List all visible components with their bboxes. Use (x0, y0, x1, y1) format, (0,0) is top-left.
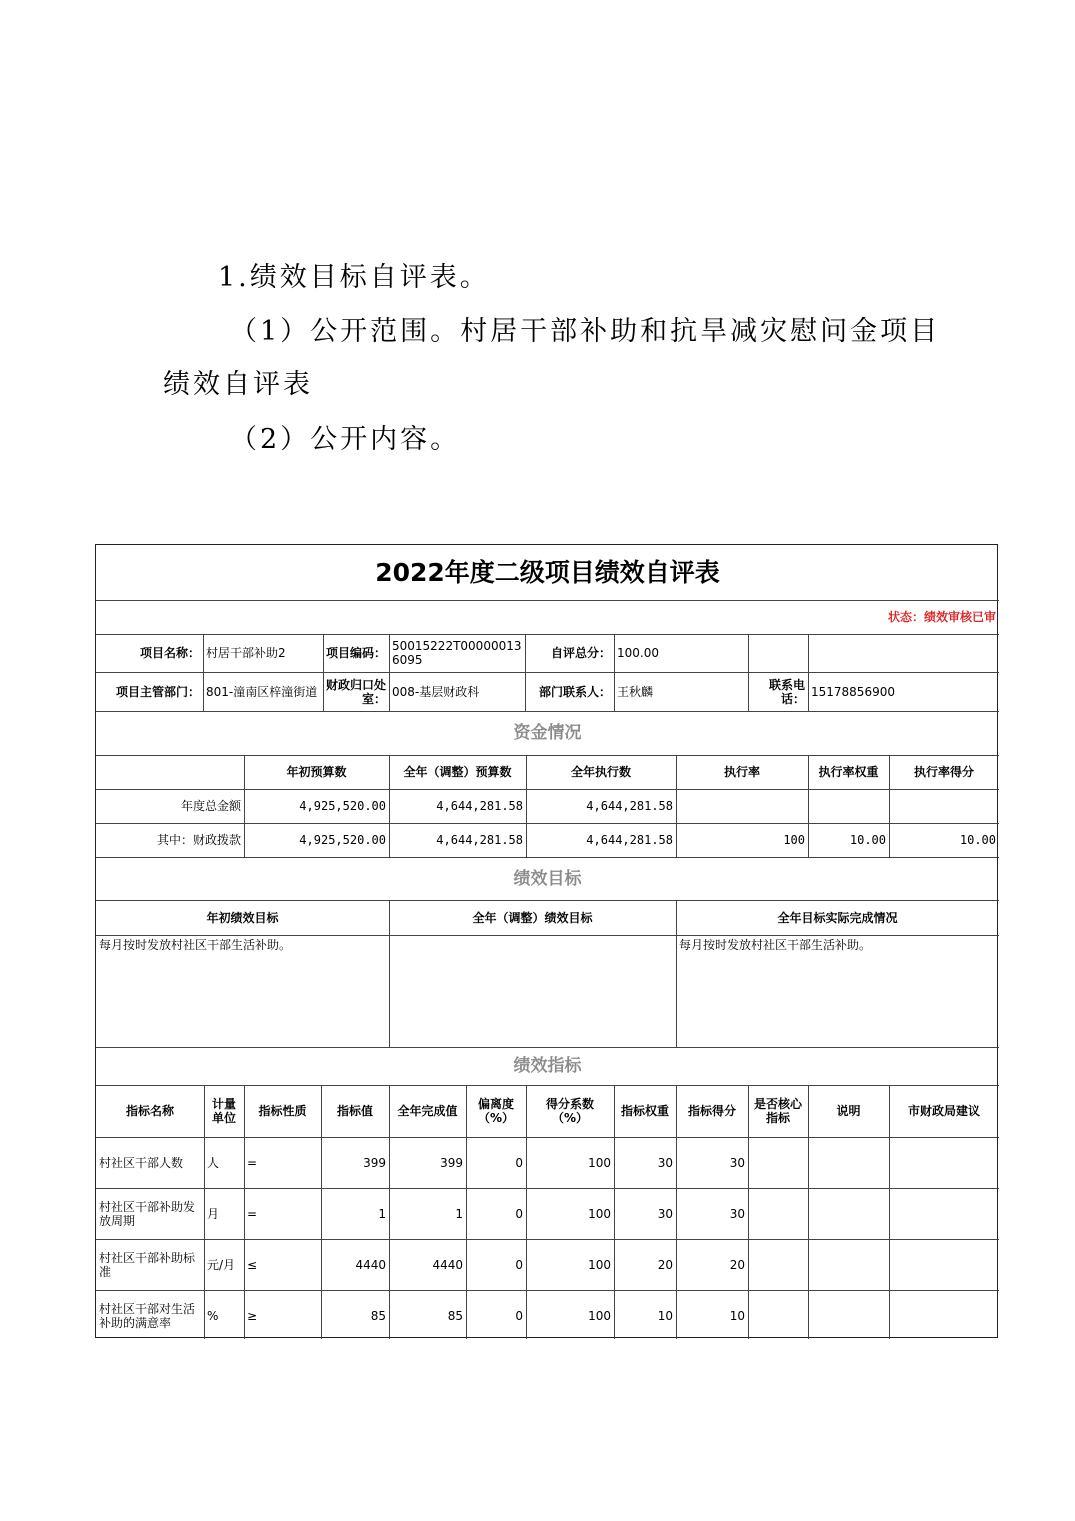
paragraph-content: （2）公开内容。 (230, 424, 461, 455)
funds-cell: 100 (783, 833, 805, 847)
funds-header: 年初预算数 (286, 765, 347, 779)
status-badge: 状态：绩效审核已审 (887, 610, 996, 624)
indicator-cell-weight: 30 (657, 1206, 673, 1221)
indicator-cell-note (808, 1290, 889, 1341)
funds-header: 全年（调整）预算数 (403, 765, 512, 779)
indicator-cell-weight: 30 (657, 1155, 673, 1170)
indicator-cell-name: 村社区干部人数 (99, 1155, 184, 1170)
indicator-cell-deviation: 0 (515, 1257, 523, 1272)
dept-label: 项目主管部门： (115, 684, 200, 699)
indicator-cell-note (808, 1239, 889, 1290)
goal-actual: 每月按时发放村社区干部生活补助。 (679, 938, 872, 952)
indicator-header: 计量单位 (212, 1097, 237, 1125)
phone-label: 联系电话： (768, 677, 805, 706)
indicator-cell-nature: = (247, 1155, 258, 1170)
heading-self-eval-table: 1.绩效目标自评表。 (218, 262, 490, 293)
indicator-cell-score: 30 (729, 1206, 745, 1221)
funds-cell: 4,644,281.58 (436, 799, 523, 813)
indicator-cell-weight: 10 (657, 1308, 673, 1323)
performance-self-eval-table (95, 544, 998, 1338)
section-indicators: 绩效指标 (513, 1056, 582, 1076)
indicator-cell-unit: % (207, 1308, 219, 1323)
funds-header: 执行率权重 (818, 765, 879, 779)
funds-header: 执行率得分 (913, 765, 974, 779)
paragraph-scope-continued: 绩效自评表 (163, 369, 313, 400)
indicator-cell-score: 30 (729, 1155, 745, 1170)
indicator-cell-core (748, 1188, 808, 1239)
goals-header: 全年目标实际完成情况 (777, 910, 898, 925)
indicator-cell-deviation: 0 (515, 1206, 523, 1221)
indicator-header: 指标权重 (620, 1104, 669, 1118)
funds-cell: 10.00 (959, 833, 996, 847)
indicator-cell-nature: = (247, 1206, 258, 1221)
indicator-cell-unit: 人 (207, 1155, 220, 1170)
indicator-cell-note (808, 1188, 889, 1239)
finance-office-label: 财政归口处室： (325, 677, 386, 706)
indicator-cell-nature: ≥ (247, 1308, 258, 1323)
indicator-cell-advice (889, 1239, 999, 1290)
indicator-cell-core (748, 1239, 808, 1290)
indicator-cell-score: 20 (729, 1257, 745, 1272)
indicator-cell-note (808, 1137, 889, 1188)
table-title: 2022年度二级项目绩效自评表 (375, 557, 720, 587)
indicator-cell-value: 85 (370, 1308, 386, 1323)
finance-office-value: 008-基层财政科 (392, 684, 480, 699)
funds-cell: 4,644,281.58 (586, 799, 673, 813)
phone-value: 15178856900 (811, 684, 895, 699)
goal-adjusted (389, 935, 676, 1047)
indicator-cell-deviation: 0 (515, 1308, 523, 1323)
indicator-header: 说明 (836, 1104, 861, 1118)
indicator-cell-core (748, 1137, 808, 1188)
indicator-header: 全年完成值 (397, 1104, 458, 1118)
indicator-cell-advice (889, 1137, 999, 1188)
project-name-label: 项目名称： (139, 646, 200, 660)
indicator-cell-advice (889, 1188, 999, 1239)
indicator-cell-done: 1 (455, 1206, 463, 1221)
indicator-cell-value: 4440 (355, 1257, 386, 1272)
indicator-header: 是否核心指标 (753, 1097, 802, 1125)
dept-value: 801-潼南区梓潼街道 (206, 684, 318, 699)
goals-header: 全年（调整）绩效目标 (472, 910, 593, 925)
indicator-header: 偏离度（%） (477, 1097, 515, 1125)
indicator-header: 得分系数（%） (545, 1097, 594, 1125)
indicator-cell-unit: 月 (207, 1206, 220, 1221)
indicator-cell-unit: 元/月 (207, 1257, 236, 1272)
indicator-header: 指标名称 (125, 1104, 174, 1118)
indicator-cell-coef: 100 (588, 1308, 611, 1323)
indicator-cell-value: 1 (378, 1206, 386, 1221)
indicator-header: 指标得分 (687, 1104, 736, 1118)
indicator-cell-done: 4440 (432, 1257, 463, 1272)
funds-cell: 4,644,281.58 (586, 833, 673, 847)
indicator-cell-nature: ≤ (247, 1257, 258, 1272)
project-code-value: 50015222T000000136095 (392, 639, 522, 667)
funds-row-label: 年度总金额 (180, 799, 241, 813)
funds-header: 执行率 (723, 765, 760, 779)
indicator-cell-done: 399 (440, 1155, 463, 1170)
funds-row-label: 其中：财政拨款 (156, 833, 241, 847)
funds-cell: 10.00 (849, 833, 886, 847)
indicator-cell-name: 村社区干部补助发放周期 (99, 1199, 196, 1228)
indicator-cell-advice (889, 1290, 999, 1341)
indicator-cell-coef: 100 (588, 1155, 611, 1170)
self-score-value: 100.00 (617, 646, 659, 660)
indicator-cell-score: 10 (729, 1308, 745, 1323)
funds-cell: 4,925,520.00 (299, 833, 386, 847)
indicator-cell-weight: 20 (657, 1257, 673, 1272)
self-score-label: 自评总分： (550, 646, 611, 660)
indicator-cell-name: 村社区干部对生活补助的满意率 (99, 1301, 196, 1330)
project-name-value: 村居干部补助2 (206, 646, 286, 660)
indicator-cell-value: 399 (363, 1155, 386, 1170)
contact-value: 王秋麟 (617, 684, 654, 699)
indicator-cell-coef: 100 (588, 1206, 611, 1221)
contact-label: 部门联系人： (538, 684, 611, 699)
indicator-cell-core (748, 1290, 808, 1341)
project-code-label: 项目编码： (325, 646, 386, 660)
section-funds: 资金情况 (513, 723, 582, 743)
indicator-cell-coef: 100 (588, 1257, 611, 1272)
goals-header: 年初绩效目标 (206, 910, 279, 925)
section-goals: 绩效目标 (513, 868, 582, 889)
funds-cell: 4,644,281.58 (436, 833, 523, 847)
funds-header: 全年执行数 (570, 765, 631, 779)
paragraph-scope: （1）公开范围。村居干部补助和抗旱减灾慰问金项目 (230, 316, 941, 347)
goal-initial: 每月按时发放村社区干部生活补助。 (99, 938, 292, 952)
indicator-header: 指标值 (336, 1104, 373, 1118)
indicator-header: 指标性质 (258, 1104, 307, 1118)
indicator-cell-deviation: 0 (515, 1155, 523, 1170)
indicator-header: 市财政局建议 (907, 1104, 980, 1118)
indicator-cell-done: 85 (447, 1308, 463, 1323)
indicator-cell-name: 村社区干部补助标准 (99, 1250, 196, 1279)
funds-cell: 4,925,520.00 (299, 799, 386, 813)
